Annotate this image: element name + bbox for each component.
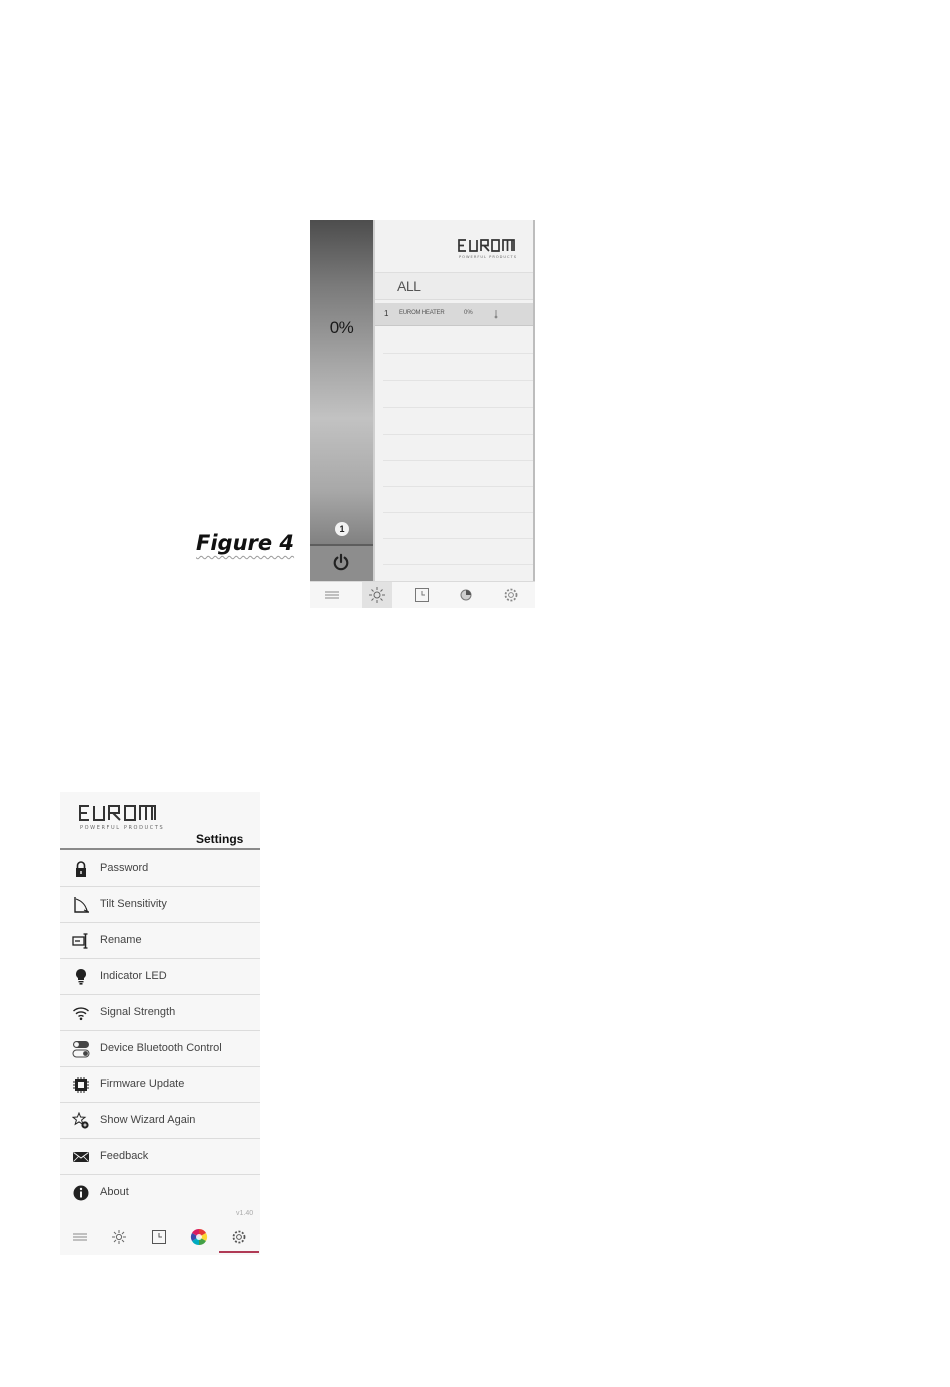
settings-item-label: Firmware Update xyxy=(100,1078,185,1090)
settings-item-label: Tilt Sensitivity xyxy=(100,898,167,910)
bottom-nav xyxy=(310,581,535,608)
wifi-icon xyxy=(72,1004,90,1022)
settings-item-label: Device Bluetooth Control xyxy=(100,1042,222,1054)
lock-icon xyxy=(72,860,90,878)
list-icon[interactable] xyxy=(71,1228,89,1246)
eurom-logo xyxy=(458,238,524,260)
settings-item-label: About xyxy=(100,1186,129,1198)
selected-count-badge: 1 xyxy=(335,522,349,536)
settings-item-label: Password xyxy=(100,862,149,874)
scroll-edge xyxy=(533,220,535,581)
settings-item-about[interactable] xyxy=(60,1175,260,1211)
list-separator xyxy=(383,407,533,408)
list-separator xyxy=(383,486,533,487)
settings-item-label: Signal Strength xyxy=(100,1006,176,1018)
color-wheel-icon[interactable] xyxy=(457,586,475,604)
sun-icon[interactable] xyxy=(110,1228,128,1246)
group-label: ALL xyxy=(397,278,421,294)
list-separator xyxy=(383,564,533,565)
timer-icon[interactable] xyxy=(413,586,431,604)
wizard-icon xyxy=(72,1112,90,1130)
device-level: 0% xyxy=(464,310,473,316)
settings-item-label: Show Wizard Again xyxy=(100,1114,196,1126)
device-number: 1 xyxy=(384,309,389,318)
color-wheel-icon[interactable] xyxy=(190,1228,208,1246)
app-version: v1.40 xyxy=(236,1210,254,1217)
page-title: Settings xyxy=(196,832,244,846)
device-row[interactable] xyxy=(375,303,533,326)
chip-icon xyxy=(72,1076,90,1094)
power-icon[interactable] xyxy=(332,553,350,571)
settings-item-label: Rename xyxy=(100,934,142,946)
info-icon xyxy=(72,1184,90,1202)
group-all-header[interactable] xyxy=(375,272,533,300)
settings-item-label: Indicator LED xyxy=(100,970,167,982)
toggle-icon xyxy=(72,1040,90,1058)
settings-item-show-wizard-again[interactable] xyxy=(60,1103,260,1139)
settings-item-label: Feedback xyxy=(100,1150,149,1162)
settings-item-rename[interactable] xyxy=(60,923,260,959)
settings-item-feedback[interactable] xyxy=(60,1139,260,1175)
list-icon[interactable] xyxy=(323,586,341,604)
settings-header xyxy=(60,792,260,850)
bulb-icon xyxy=(72,968,90,986)
settings-screen xyxy=(60,792,260,1255)
mail-icon xyxy=(72,1148,90,1166)
list-separator xyxy=(383,460,533,461)
logo-tagline: POWERFUL PRODUCTS xyxy=(459,255,518,259)
rename-icon xyxy=(72,932,90,950)
list-separator xyxy=(383,538,533,539)
settings-item-tilt-sensitivity[interactable] xyxy=(60,887,260,923)
list-separator xyxy=(383,380,533,381)
active-tab-indicator xyxy=(219,1251,259,1253)
gear-icon[interactable] xyxy=(230,1228,248,1246)
figure-caption: Figure 4 xyxy=(196,531,295,555)
list-separator xyxy=(383,353,533,354)
settings-item-device-bluetooth-control[interactable] xyxy=(60,1031,260,1067)
timer-icon[interactable] xyxy=(150,1228,168,1246)
list-separator xyxy=(383,512,533,513)
settings-item-signal-strength[interactable] xyxy=(60,995,260,1031)
heater-control-screen xyxy=(310,220,535,608)
settings-item-firmware-update[interactable] xyxy=(60,1067,260,1103)
list-separator xyxy=(383,434,533,435)
gear-icon[interactable] xyxy=(502,586,520,604)
eurom-logo xyxy=(78,804,168,832)
device-name: EUROM HEATER xyxy=(399,310,445,316)
level-display: 0% xyxy=(329,318,354,337)
thermometer-icon xyxy=(493,309,499,319)
settings-item-password[interactable] xyxy=(60,851,260,887)
sun-icon[interactable] xyxy=(368,586,386,604)
logo-tagline: POWERFUL PRODUCTS xyxy=(80,825,165,831)
tilt-icon xyxy=(72,896,90,914)
settings-item-indicator-led[interactable] xyxy=(60,959,260,995)
